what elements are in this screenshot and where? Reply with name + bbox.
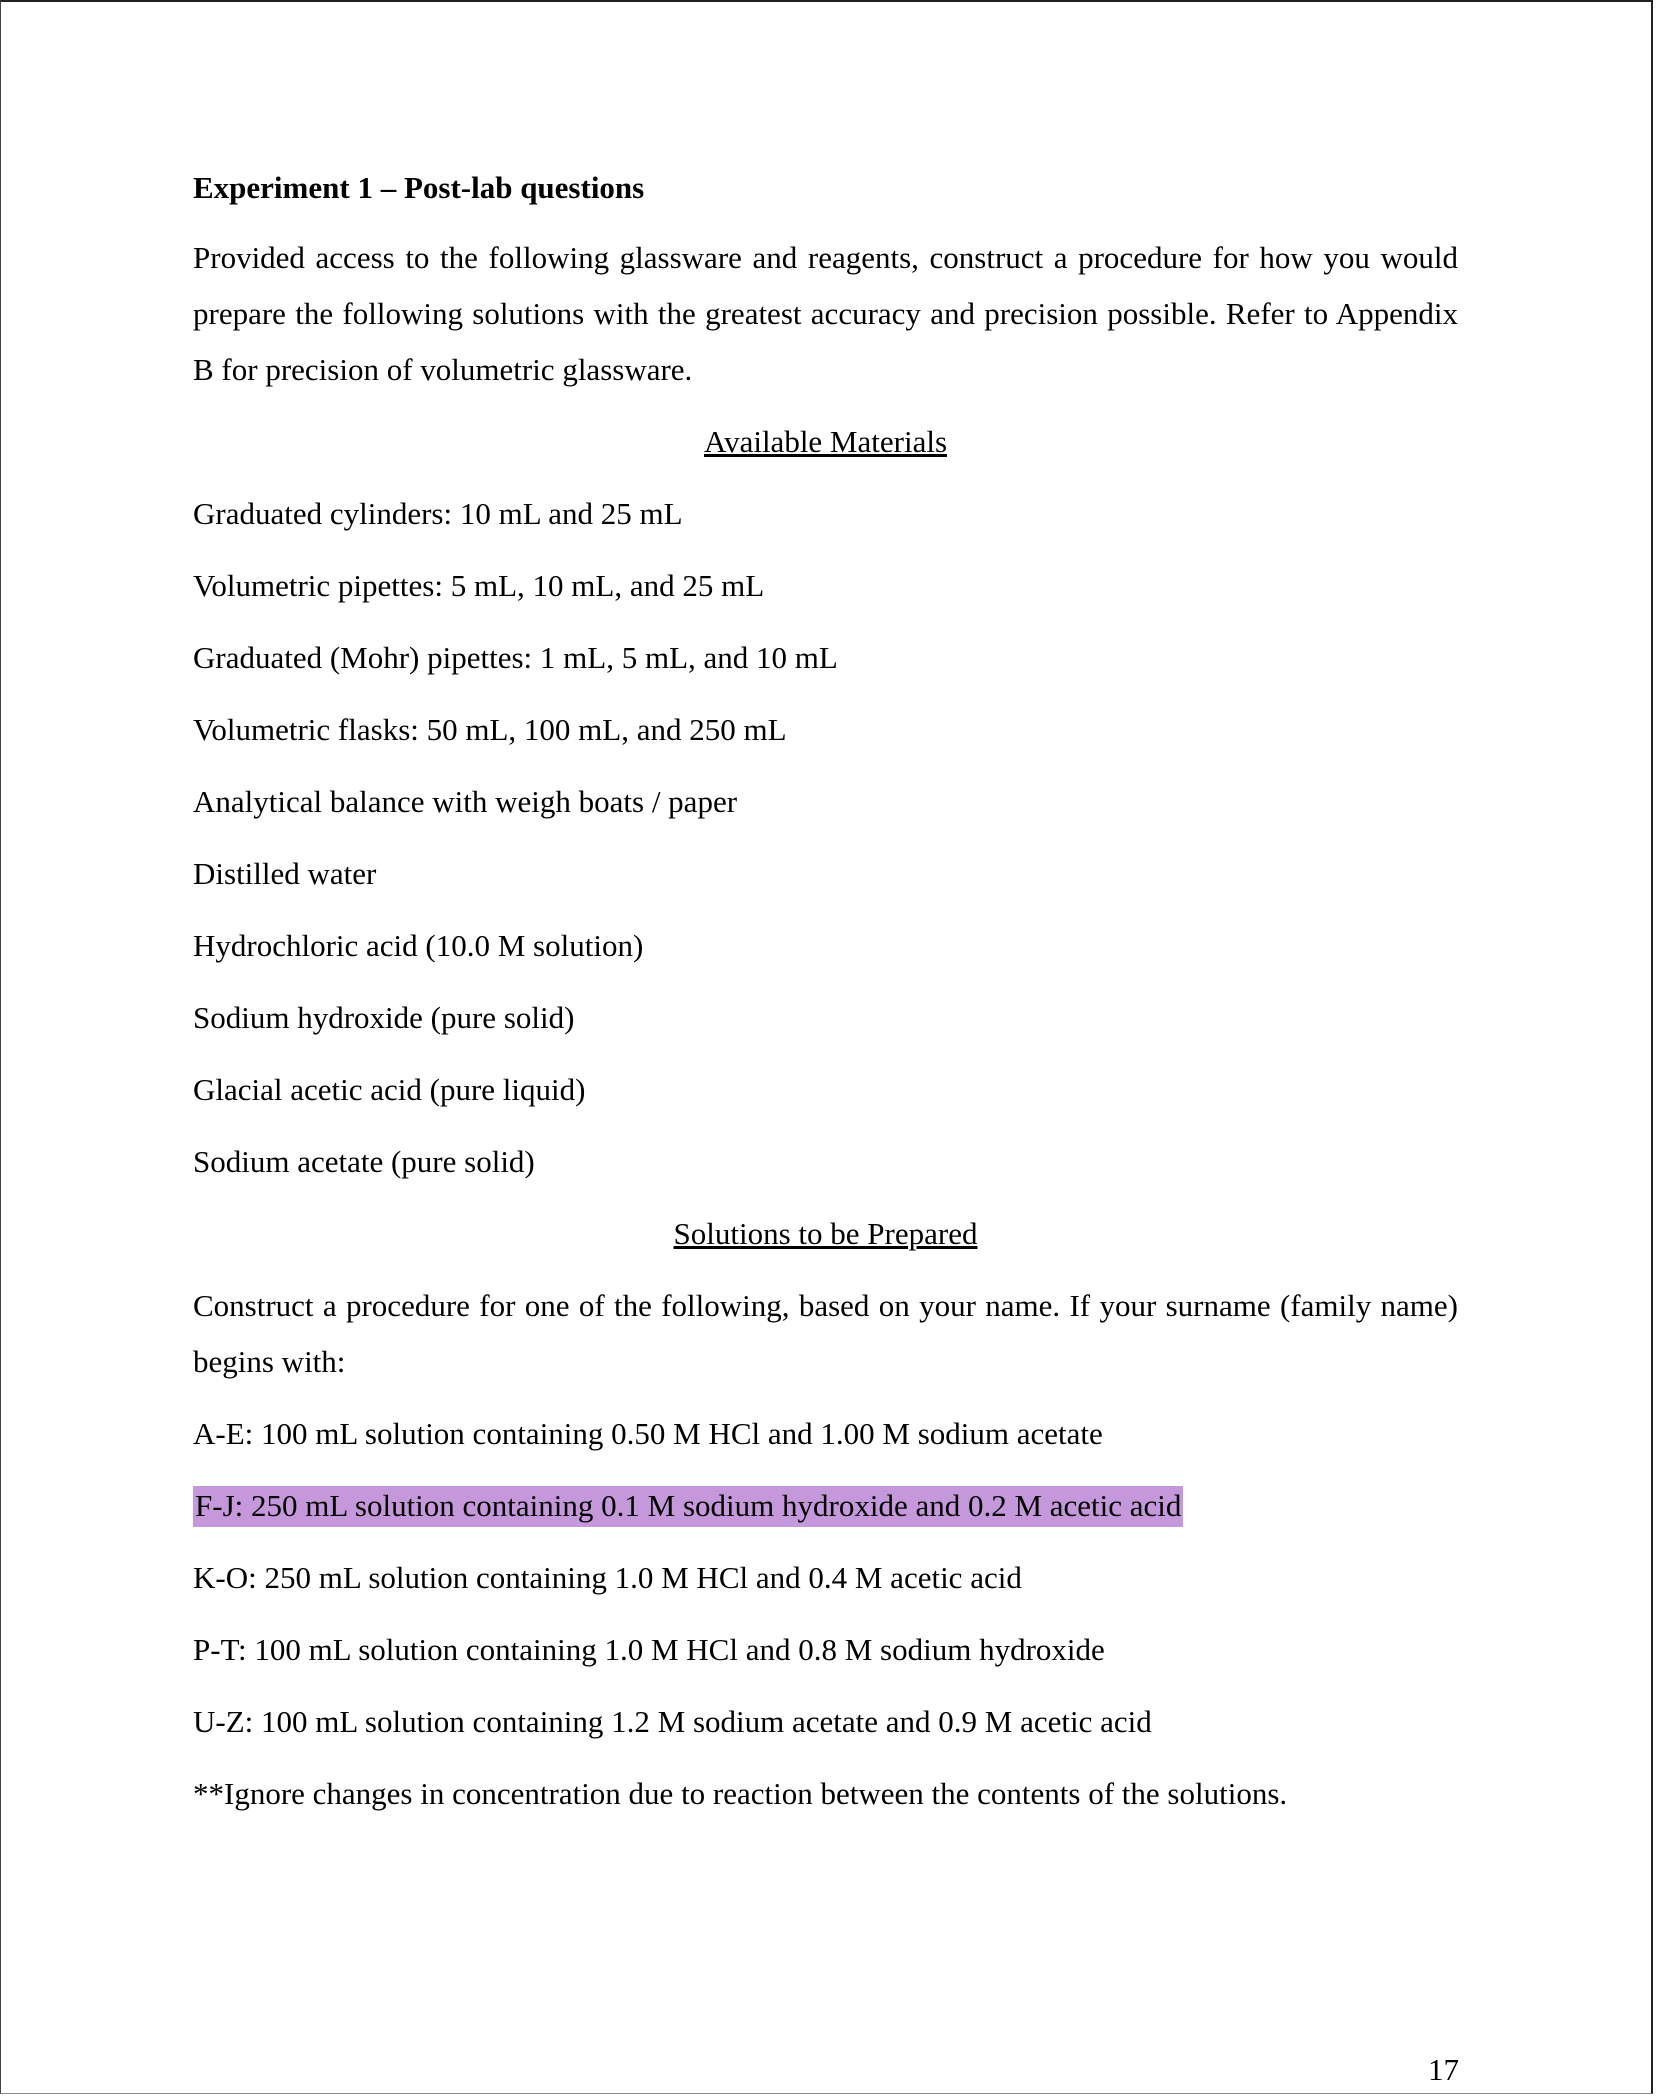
solution-option-u-z [193, 1694, 1458, 1750]
solution-option-f-j [193, 1478, 1458, 1534]
material-item: Analytical balance with weigh boats / paper [193, 784, 738, 819]
materials-list [193, 486, 1458, 1190]
material-item: Glacial acetic acid (pure liquid) [193, 1072, 586, 1107]
intro-paragraph: Provided access to the following glassware and reagents, construct a procedure for how you would prepare the following solutions with the greatest accuracy and precision possible. Refer to Appendix B for precision of volumetric glassware. [193, 240, 1458, 387]
material-item: Sodium hydroxide (pure solid) [193, 1000, 575, 1035]
page-title: Experiment 1 – Post-lab questions [193, 170, 645, 205]
highlighted-solution-option: F-J: 250 mL solution containing 0.1 M sodium hydroxide and 0.2 M acetic acid [193, 1486, 1183, 1527]
solution-option-text: U-Z: 100 mL solution containing 1.2 M sodium acetate and 0.9 M acetic acid [193, 1704, 1152, 1739]
material-item: Sodium acetate (pure solid) [193, 1144, 535, 1179]
solution-option-p-t [193, 1622, 1458, 1678]
material-item: Volumetric pipettes: 5 mL, 10 mL, and 25 mL [193, 568, 765, 603]
solutions-list [193, 1406, 1458, 1750]
footnote: **Ignore changes in concentration due to reaction between the contents of the solutions. [193, 1776, 1288, 1811]
material-item: Hydrochloric acid (10.0 M solution) [193, 928, 644, 963]
material-item: Graduated cylinders: 10 mL and 25 mL [193, 496, 683, 531]
material-item: Volumetric flasks: 50 mL, 100 mL, and 250 mL [193, 712, 787, 747]
solutions-instructions: Construct a procedure for one of the following, based on your name. If your surname (family name) begins with: [193, 1288, 1458, 1379]
solution-option-text: A-E: 100 mL solution containing 0.50 M HCl and 1.00 M sodium acetate [193, 1416, 1103, 1451]
page-number: 17 [1428, 2052, 1459, 2087]
solutions-heading: Solutions to be Prepared [673, 1216, 978, 1251]
solution-option-text: P-T: 100 mL solution containing 1.0 M HCl and 0.8 M sodium hydroxide [193, 1632, 1105, 1667]
solution-option-k-o [193, 1550, 1458, 1606]
material-item: Distilled water [193, 856, 377, 891]
solution-option-text: K-O: 250 mL solution containing 1.0 M HCl and 0.4 M acetic acid [193, 1560, 1022, 1595]
materials-heading: Available Materials [703, 424, 948, 459]
document-body [193, 160, 1458, 1838]
material-item: Graduated (Mohr) pipettes: 1 mL, 5 mL, and 10 mL [193, 640, 838, 675]
solution-option-a-e [193, 1406, 1458, 1462]
